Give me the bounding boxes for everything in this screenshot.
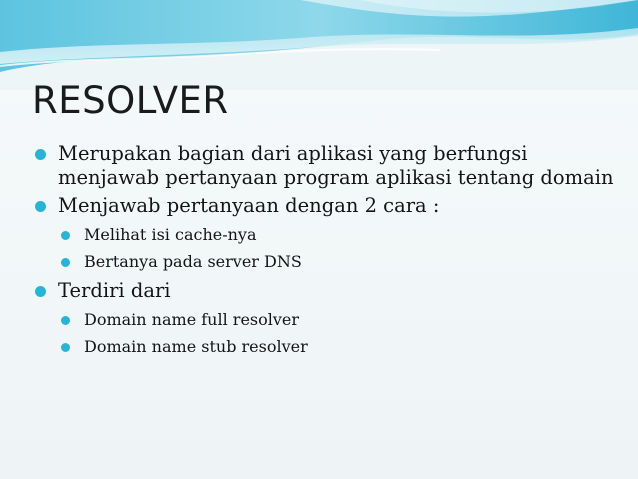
bullet-item — [34, 194, 614, 218]
sub-bullet-text: Bertanya pada server DNS — [84, 252, 302, 271]
sub-bullet-text: Domain name stub resolver — [84, 337, 308, 356]
sub-bullet-dot-icon — [61, 258, 70, 267]
slide-title: RESOLVER — [32, 79, 229, 122]
bullet-list — [34, 142, 614, 364]
bullet-text: Terdiri dari — [58, 279, 171, 302]
bullet-dot-icon — [35, 286, 46, 297]
sub-bullet-item — [34, 337, 614, 357]
sub-bullet-text: Domain name full resolver — [84, 310, 300, 329]
sub-bullet-item — [34, 310, 614, 330]
sub-bullet-dot-icon — [61, 343, 70, 352]
sub-bullet-dot-icon — [61, 231, 70, 240]
sub-bullet-text: Melihat isi cache-nya — [84, 225, 257, 244]
header-wave-banner — [0, 0, 638, 90]
bullet-item — [34, 279, 614, 303]
bullet-text: Menjawab pertanyaan dengan 2 cara : — [58, 194, 440, 217]
sub-bullet-item — [34, 225, 614, 245]
bullet-item — [34, 142, 614, 190]
sub-bullet-dot-icon — [61, 316, 70, 325]
bullet-dot-icon — [35, 201, 46, 212]
sub-bullet-item — [34, 252, 614, 272]
bullet-text: Merupakan bagian dari aplikasi yang berfungsi menjawab pertanyaan program aplikasi tentang domain — [58, 142, 614, 189]
bullet-dot-icon — [35, 149, 46, 160]
